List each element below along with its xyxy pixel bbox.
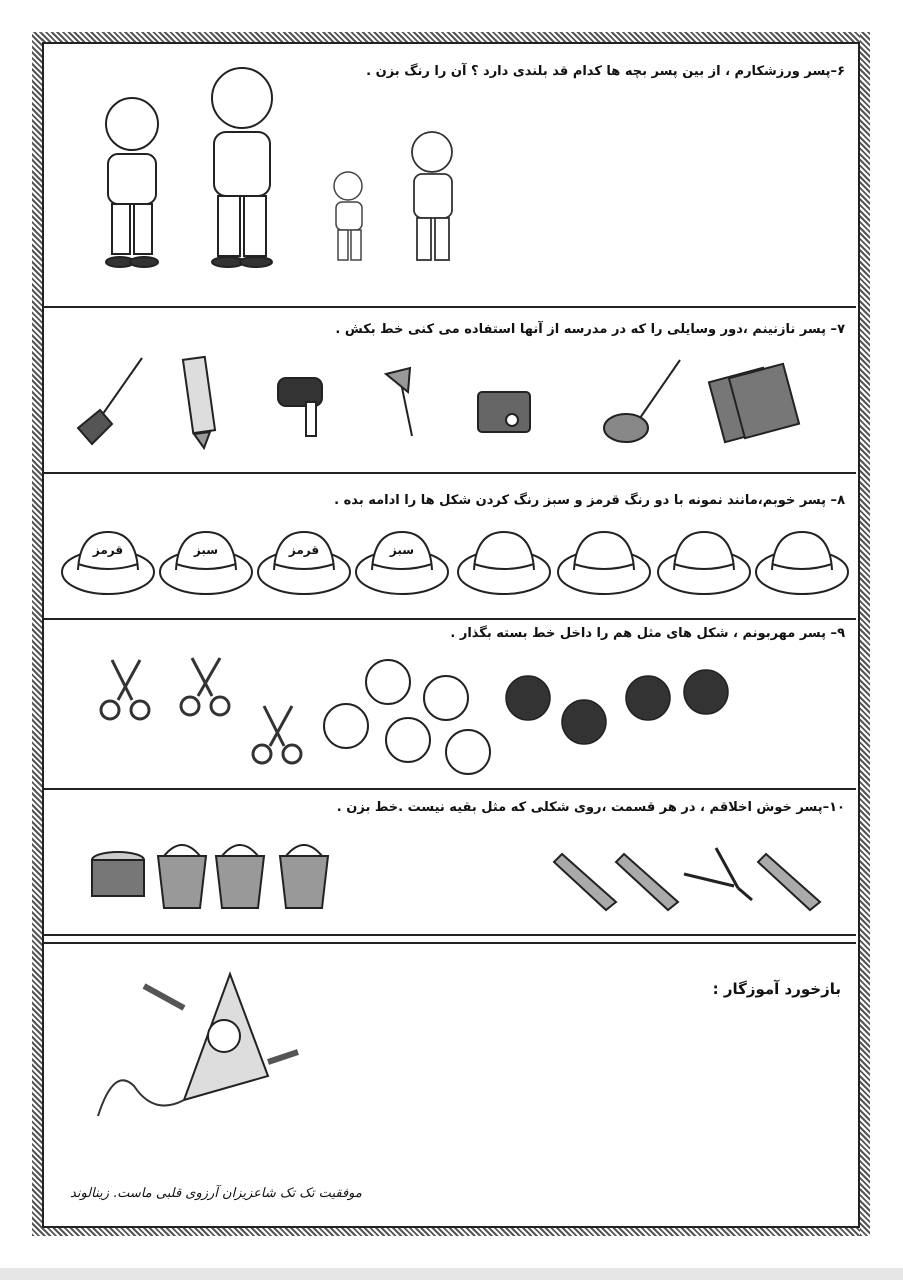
boy-icon	[212, 68, 272, 267]
scissors-icon	[101, 660, 149, 719]
page-footer-strip	[0, 1268, 903, 1280]
notebooks-icon	[709, 364, 799, 442]
scissors-icon	[181, 658, 229, 715]
ladle-icon	[604, 360, 680, 442]
shovel-icon	[78, 358, 142, 444]
bucket-icon	[280, 845, 328, 908]
boy-icon	[106, 98, 158, 267]
teacher-feedback-label: بازخورد آموزگار :	[712, 980, 841, 998]
pliers-icon	[684, 848, 752, 900]
hat	[160, 532, 252, 594]
saw-icon	[758, 854, 820, 910]
divider	[44, 788, 856, 790]
soccer-ball-icon	[446, 730, 490, 774]
school-items-row	[70, 348, 820, 458]
hair-dryer-icon	[278, 378, 322, 436]
hat-label-green: سبز	[389, 543, 415, 557]
hat	[62, 532, 154, 594]
hat-label-green: سبز	[193, 543, 219, 557]
soccer-ball-icon	[386, 718, 430, 762]
teacher-signature: موفقیت تک تک شاعزیزان آرزوی قلبی ماست. زینالوند	[70, 1186, 362, 1201]
soccer-ball-icon	[324, 704, 368, 748]
odd-one-out-row	[88, 838, 828, 914]
soccer-ball-icon	[424, 676, 468, 720]
axe-icon	[386, 368, 412, 436]
divider	[44, 934, 856, 936]
border-top	[32, 32, 870, 42]
hat-label-red: قرمز	[288, 543, 320, 557]
apple-icon	[626, 676, 670, 720]
hat	[458, 532, 550, 594]
hat	[356, 532, 448, 594]
scissors-icon	[253, 706, 301, 763]
sharpener-icon	[478, 392, 530, 432]
divider	[44, 618, 856, 620]
hat	[658, 532, 750, 594]
saw-icon	[616, 854, 678, 910]
apple-icon	[684, 670, 728, 714]
question-6: ۶–پسر ورزشکارم ، از بین پسر بچه ها کدام قد بلندی دارد ؟ آن را رنگ بزن .	[366, 64, 845, 79]
question-8: ۸– پسر خوبم،مانند نمونه با دو رنگ قرمز و سبز رنگ کردن شکل ها را ادامه بده .	[334, 493, 845, 508]
divider	[44, 472, 856, 474]
question-7: ۷– پسر نازنینم ،دور وسایلی را که در مدرسه از آنها استفاده می کنی خط بکش .	[335, 322, 845, 337]
question-9: ۹– پسر مهربونم ، شکل های مثل هم را داخل خط بسته بگذار .	[450, 626, 845, 641]
hat	[558, 532, 650, 594]
kite-icon	[84, 966, 314, 1156]
border-left	[32, 32, 42, 1236]
grouping-items	[88, 650, 748, 782]
pencil-icon	[183, 357, 215, 448]
hat	[756, 532, 848, 594]
hat	[258, 532, 350, 594]
hat-label-red: قرمز	[92, 543, 124, 557]
apple-icon	[562, 700, 606, 744]
hats-pattern	[58, 520, 858, 600]
bucket-icon	[216, 845, 264, 908]
drum-icon	[92, 852, 144, 896]
apple-icon	[506, 676, 550, 720]
soccer-ball-icon	[366, 660, 410, 704]
question-10: ۱۰–پسر خوش اخلاقم ، در هر قسمت ،روی شکلی که مثل بقیه نیست .خط بزن .	[336, 800, 845, 815]
border-right	[860, 32, 870, 1236]
saw-icon	[554, 854, 616, 910]
boy-icon	[412, 132, 452, 260]
boys-illustration	[80, 56, 500, 276]
divider	[44, 942, 856, 944]
divider	[44, 306, 856, 308]
bucket-icon	[158, 845, 206, 908]
boy-icon	[334, 172, 362, 260]
